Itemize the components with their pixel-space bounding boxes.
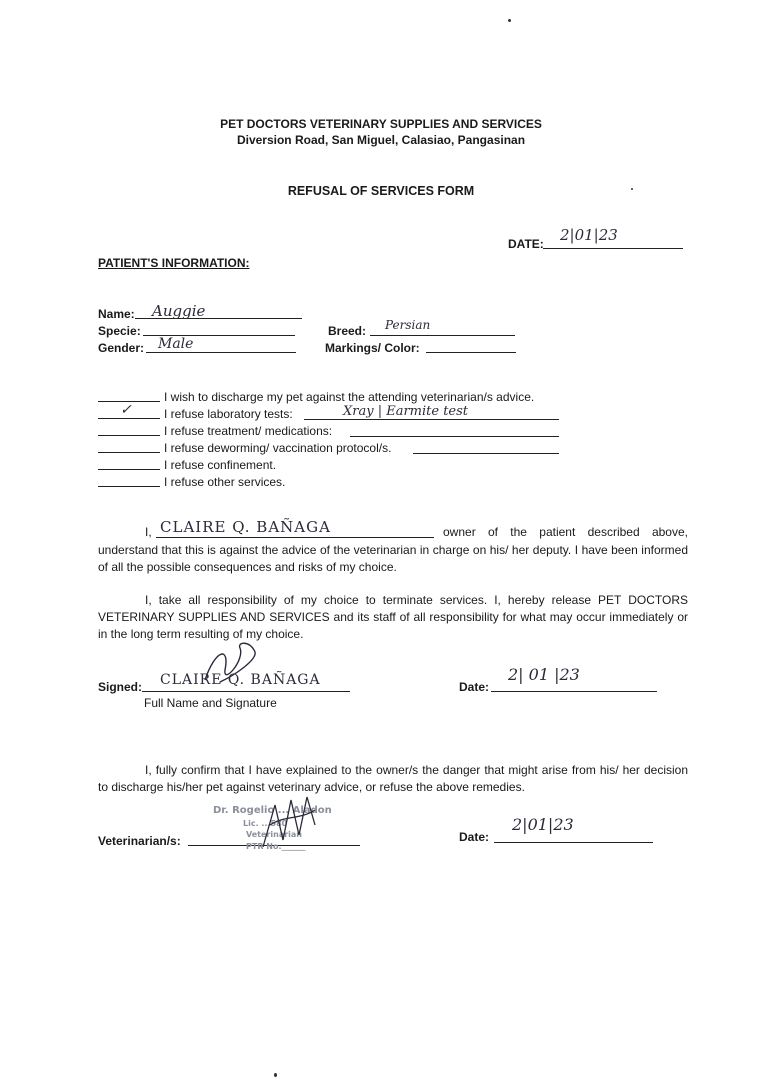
- patient-section-title: PATIENT'S INFORMATION:: [98, 256, 250, 270]
- scan-speck: [274, 1073, 277, 1077]
- scan-speck: [508, 19, 511, 22]
- owner-name-line: [156, 537, 434, 538]
- gender-line: [146, 352, 296, 353]
- responsibility-statement: I, take all responsibility of my choice to terminate services. I, hereby release PET DOCTORS VETERINARY SUPPLIES AND SERVICES and its staff of all responsibility for what may occur immediately or in the long term resulting of my choice.: [98, 593, 688, 641]
- scan-speck: [631, 188, 633, 190]
- refusal-detail-line: [304, 419, 559, 420]
- refusal-item: [98, 475, 568, 492]
- refusal-check-line: [98, 452, 160, 453]
- refusal-text: I refuse other services.: [164, 475, 286, 489]
- refusal-text: I refuse deworming/ vaccination protocol/s.: [164, 441, 392, 455]
- owner-statement-body: understand that this is against the advice of the veterinarian in charge on his/ her deputy. I have been informed of all the possible consequences and risks of my choice.: [98, 543, 688, 574]
- date-line: [543, 248, 683, 249]
- date-value: 2|01|23: [560, 226, 618, 244]
- refusal-text: I refuse laboratory tests:: [164, 407, 293, 421]
- vet-statement: I, fully confirm that I have explained to the owner/s the danger that might arise from his/ her decision to discharge his/her pet against veterinary advice, or refuse the above remedies.: [98, 763, 688, 794]
- markings-line: [426, 352, 516, 353]
- stamp-title: Veterinarian: [246, 830, 302, 839]
- owner-statement-prefix: I,: [145, 525, 152, 539]
- signature-date-line: [491, 691, 657, 692]
- name-label: Name:: [98, 307, 135, 321]
- refusal-item: [98, 402, 568, 424]
- stamp-ptr: PTR No.______: [246, 842, 306, 851]
- refusal-text: I refuse confinement.: [164, 458, 277, 472]
- refusal-text: I wish to discharge my pet against the attending veterinarian/s advice.: [164, 390, 535, 404]
- refusal-item: [98, 390, 568, 407]
- breed-value: Persian: [385, 318, 431, 332]
- refusal-check: ✓: [120, 402, 132, 418]
- refusal-check-line: [98, 469, 160, 470]
- refusal-item: [98, 424, 568, 441]
- name-value: Auggie: [152, 302, 206, 320]
- veterinarian-signature-scribble: [255, 785, 325, 855]
- refusal-detail-line: [350, 436, 559, 437]
- refusal-check-line: [98, 435, 160, 436]
- refusal-item: [98, 441, 568, 458]
- veterinarian-date-line: [494, 842, 653, 843]
- signed-value: CLAIRE Q. BAÑAGA: [160, 672, 321, 688]
- refusal-item: [98, 458, 568, 475]
- refusal-detail-line: [413, 453, 559, 454]
- date-label: DATE:: [508, 237, 544, 251]
- clinic-address: Diversion Road, San Miguel, Calasiao, Pangasinan: [236, 133, 526, 147]
- markings-label: Markings/ Color:: [325, 341, 420, 355]
- veterinarian-date-label: Date:: [459, 830, 490, 844]
- breed-label: Breed:: [328, 324, 367, 338]
- veterinarian-date-value: 2|01|23: [512, 815, 574, 834]
- stamp-name: Dr. Rogelio ... Aladon: [213, 805, 332, 816]
- signature-date-label: Date:: [459, 680, 490, 694]
- specie-label: Specie:: [98, 324, 141, 338]
- gender-value: Male: [158, 336, 194, 352]
- refusal-text: I refuse treatment/ medications:: [164, 424, 333, 438]
- signature-date-value: 2| 01 |23: [508, 665, 580, 684]
- refusal-check-line: [98, 486, 160, 487]
- veterinarian-label: Veterinarian/s:: [98, 834, 181, 848]
- stamp-license: Lic. ...580: [243, 819, 288, 828]
- clinic-name: PET DOCTORS VETERINARY SUPPLIES AND SERVICES: [220, 117, 542, 131]
- owner-name: CLAIRE Q. BAÑAGA: [160, 518, 331, 536]
- signed-label: Signed:: [98, 680, 142, 694]
- gender-label: Gender:: [98, 341, 145, 355]
- owner-statement-line1: owner of the patient described above,: [443, 525, 688, 539]
- form-title: REFUSAL OF SERVICES FORM: [287, 184, 475, 198]
- breed-line: [370, 335, 515, 336]
- signature-caption: Full Name and Signature: [144, 696, 277, 710]
- refusal-check-line: [98, 418, 160, 419]
- refusal-detail: Xray | Earmite test: [343, 404, 469, 419]
